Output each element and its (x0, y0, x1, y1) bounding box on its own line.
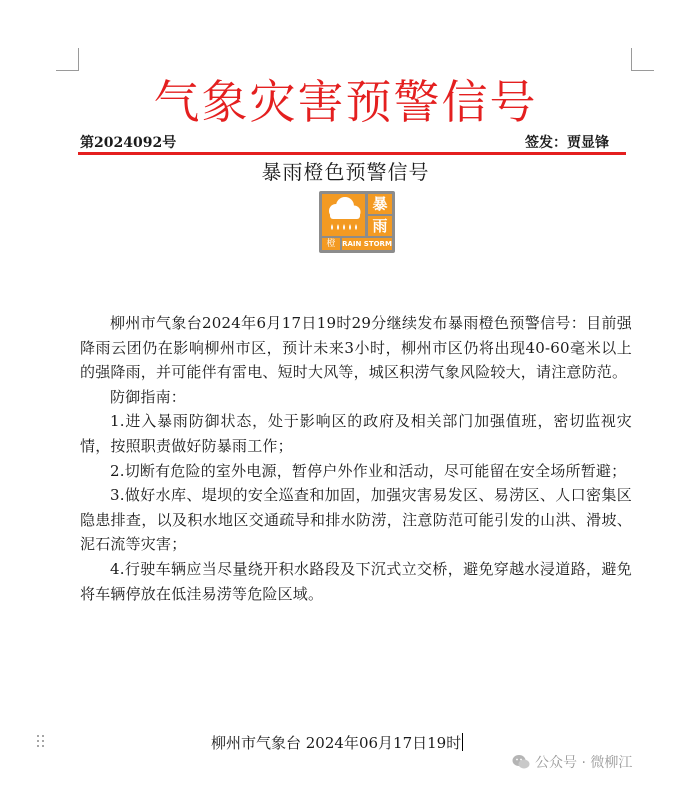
signer: 签发：贾显锋 (525, 135, 609, 151)
icon-char-bao: 暴 (368, 194, 392, 214)
paragraph-announcement: 柳州市气象台2024年6月17日19时29分继续发布暴雨橙色预警信号：目前强降雨云团仍在影响柳州市区，预计未来3小时，柳州市区仍将出现40-60毫米以上的强降雨，并可能伴有雷电、短时大风等，城区积涝气象风险较大，请注意防范。 (80, 314, 632, 382)
top-right-margin-mark (631, 48, 654, 71)
drag-handle-icon[interactable] (37, 735, 47, 749)
rainstorm-warning-icon (319, 191, 395, 253)
paragraph-guide-1: 1.进入暴雨防御状态，处于影响区的政府及相关部门加强值班，密切监视灾情，按照职责做好防暴雨工作； (80, 412, 632, 455)
watermark-text: 公众号 · 微柳江 (535, 755, 633, 771)
body-text[interactable] (80, 311, 632, 606)
paragraph-guide-2: 2.切断有危险的室外电源，暂停户外作业和活动，尽可能留在安全场所暂避； (110, 461, 627, 480)
paragraph-guide-heading: 防御指南： (110, 387, 187, 406)
footer-text: 柳州市气象台 2024年06月17日19时 (211, 734, 462, 752)
top-left-margin-mark (56, 48, 79, 71)
footer-issuer-date[interactable] (211, 732, 463, 754)
watermark (512, 751, 632, 773)
wechat-icon (512, 754, 530, 770)
text-cursor (462, 733, 463, 751)
main-title: 气象灾害预警信号 (153, 75, 538, 129)
paragraph-guide-3: 3.做好水库、堤坝的安全巡查和加固，加强灾害易发区、易涝区、人口密集区隐患排查，以及积水地区交通疏导和排水防涝，注意防范可能引发的山洪、滑坡、泥石流等灾害； (80, 486, 632, 554)
icon-char-yu: 雨 (368, 216, 392, 236)
cloud-rain-icon (322, 194, 365, 236)
header-red-rule (78, 152, 626, 155)
subtitle: 暴雨橙色预警信号 (261, 160, 430, 184)
document-number: 第2024092号 (80, 135, 177, 151)
icon-english-label: RAIN STORM (342, 240, 392, 248)
paragraph-guide-4: 4.行驶车辆应当尽量绕开积水路段及下沉式立交桥，避免穿越水浸道路，避免将车辆停放在低洼易涝等危险区域。 (80, 559, 632, 603)
icon-level-orange: 橙 (322, 238, 340, 250)
